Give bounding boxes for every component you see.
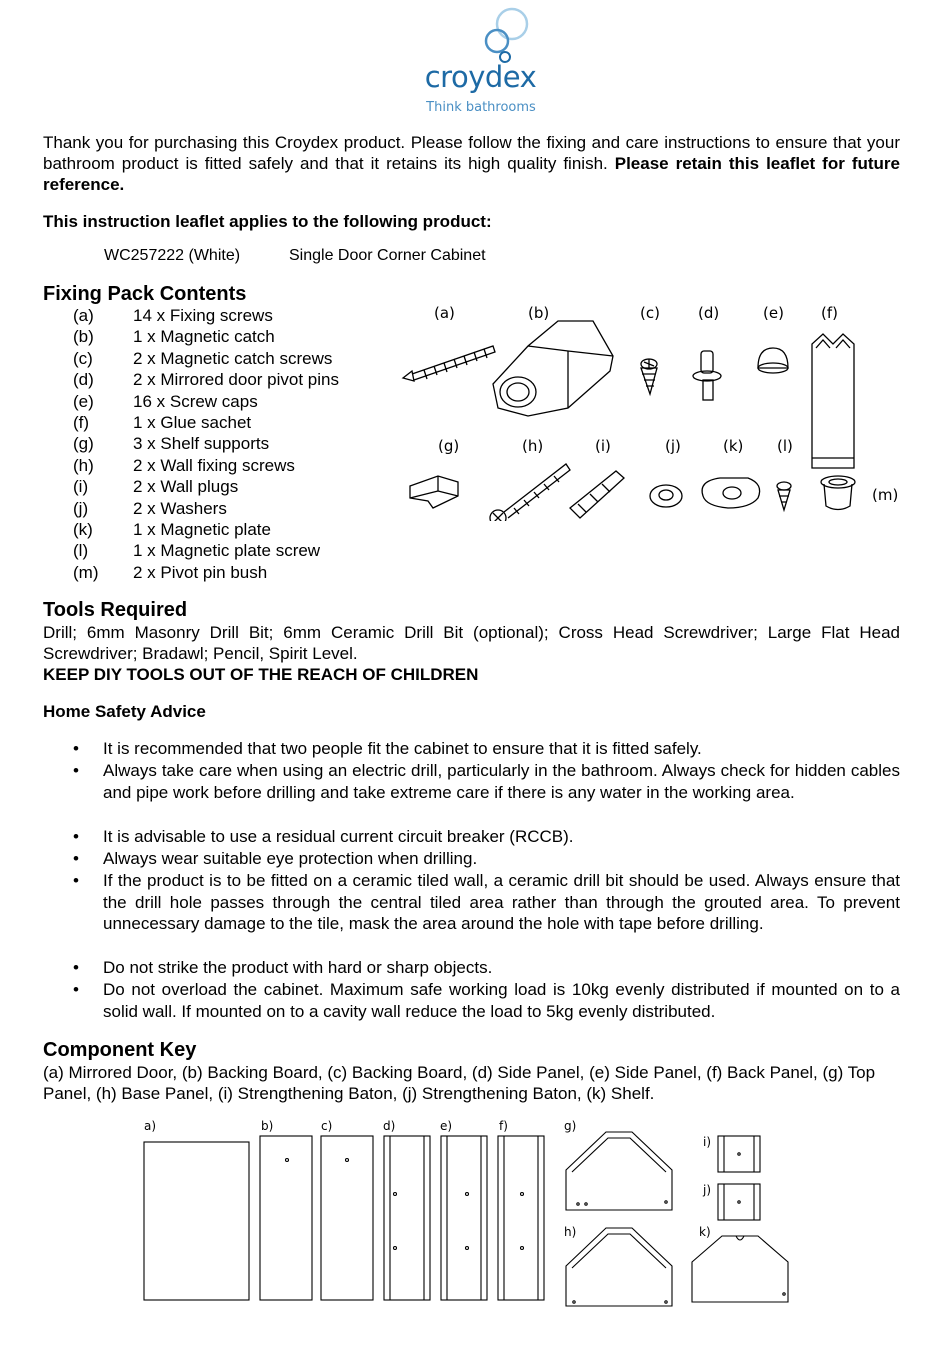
safety-item-text: Do not strike the product with hard or sharp objects.: [103, 958, 493, 977]
backing-board-c: [321, 1136, 373, 1300]
safety-item: [73, 870, 900, 935]
bullet-icon: •: [73, 958, 79, 977]
fixing-pack-diagram: [398, 296, 908, 521]
figure-label: (j): [665, 437, 681, 455]
figure-label: (c): [640, 304, 660, 322]
figure-label: (h): [522, 437, 544, 455]
fixing-pack-item: [73, 391, 339, 412]
component-label: k): [699, 1225, 711, 1239]
fixing-pack-item-key: (k): [73, 520, 93, 540]
figure-label: (i): [595, 437, 611, 455]
fixing-pack-item-label: 1 x Magnetic plate: [133, 520, 271, 540]
fixing-pack-item-label: 1 x Glue sachet: [133, 413, 252, 433]
fixing-pack-item: [73, 562, 339, 583]
fixing-pack-item: [73, 476, 339, 497]
component-label: a): [144, 1119, 157, 1133]
fixing-pack-item: [73, 412, 339, 433]
component-label: j): [703, 1183, 712, 1197]
wall-plug-icon: [570, 471, 624, 518]
magnetic-catch-icon: [493, 321, 613, 416]
safety-item: [73, 957, 900, 979]
safety-item-text: Always wear suitable eye protection when drilling.: [103, 849, 478, 868]
fixing-pack-heading: Fixing Pack Contents: [43, 283, 247, 305]
base-panel-h: [566, 1228, 672, 1306]
fixing-pack-item-key: (d): [73, 370, 94, 390]
shelf-k: [692, 1236, 788, 1302]
safety-item-text: Do not overload the cabinet. Maximum safe working load is 10kg evenly distributed if mounted on to a solid wall. If mounted on to a cavity wall reduce the load to 5kg evenly distributed.: [103, 980, 900, 1021]
component-label: f): [499, 1119, 508, 1133]
intro-text: Thank you for purchasing this Croydex product. Please follow the fixing and care instructions to ensure that your bathroom product is fitted safely and that it retains its high quality finish.: [43, 133, 900, 173]
safety-item: [73, 738, 900, 760]
fixing-pack-item-key: (a): [73, 306, 94, 325]
product-code: WC257222 (White): [104, 247, 241, 264]
safety-item-text: It is advisable to use a residual current circuit breaker (RCCB).: [103, 827, 574, 846]
tools-text: Drill; 6mm Masonry Drill Bit; 6mm Ceramic Drill Bit (optional); Cross Head Screwdriver; Large Flat Head Screwdriver; Bradawl; Pencil, Spirit Level.: [43, 623, 900, 663]
back-panel-f: [498, 1136, 544, 1300]
fixing-pack-item-key: (g): [73, 434, 94, 454]
pivot-pin-bush-icon: [821, 476, 855, 510]
bullet-icon: •: [73, 849, 79, 868]
fixing-pack-item-label: 16 x Screw caps: [133, 391, 258, 411]
fixing-pack-item-key: (l): [73, 541, 89, 561]
fixing-pack-item: [73, 519, 339, 540]
fixing-pack-item-label: 3 x Shelf supports: [133, 434, 270, 454]
safety-heading: Home Safety Advice: [43, 702, 206, 721]
brand-name: croydex: [424, 60, 537, 94]
fixing-pack-item-key: (i): [73, 477, 89, 497]
fixing-pack-item: [73, 369, 339, 390]
figure-label: (f): [821, 304, 838, 322]
figure-label: (d): [698, 304, 720, 322]
fixing-pack-item-label: 2 x Pivot pin bush: [133, 562, 268, 582]
top-panel-g: [566, 1132, 672, 1210]
fixing-pack-item: [73, 455, 339, 476]
fixing-pack-list: [73, 305, 339, 583]
bullet-icon: •: [73, 871, 79, 890]
product-name: Single Door Corner Cabinet: [289, 247, 486, 264]
pivot-pin-icon: [693, 351, 721, 400]
catch-screw-icon: [641, 359, 657, 394]
safety-item: [73, 979, 900, 1022]
safety-item: [73, 760, 900, 803]
figure-label: (e): [763, 304, 784, 322]
safety-item: [73, 826, 900, 848]
figure-label: (l): [777, 437, 793, 455]
component-label: b): [261, 1119, 274, 1133]
bubbles-icon: [400, 4, 560, 64]
bullet-icon: •: [73, 827, 79, 846]
fixing-pack-item-label: 1 x Magnetic plate screw: [133, 541, 321, 561]
fixing-pack-item: [73, 305, 339, 326]
component-diagram: [140, 1112, 800, 1312]
intro-retain-note: Please retain this leaflet for future reference.: [43, 154, 900, 194]
component-label: c): [321, 1119, 333, 1133]
fixing-pack-item-label: 1 x Magnetic catch: [133, 327, 275, 347]
magnetic-plate-icon: [702, 478, 760, 508]
fixing-pack-item: [73, 433, 339, 454]
strengthening-baton-j: [718, 1184, 760, 1220]
tools-warning: KEEP DIY TOOLS OUT OF THE REACH OF CHILDREN: [43, 665, 479, 684]
strengthening-baton-i: [718, 1136, 760, 1172]
component-label: g): [564, 1119, 577, 1133]
fixing-pack-item: [73, 348, 339, 369]
wall-fixing-screw-icon: [490, 464, 570, 521]
fixing-pack-item-label: 14 x Fixing screws: [133, 306, 273, 325]
intro-paragraph: [43, 132, 900, 195]
bullet-icon: •: [73, 761, 79, 780]
figure-label: (a): [434, 304, 455, 322]
fixing-pack-item-label: 2 x Washers: [133, 498, 227, 518]
fixing-pack-item-label: 2 x Magnetic catch screws: [133, 348, 333, 368]
component-key-heading: Component Key: [43, 1039, 197, 1061]
tools-heading: Tools Required: [43, 599, 188, 621]
screw-cap-icon: [758, 348, 788, 373]
fixing-pack-item-key: (f): [73, 413, 90, 433]
shelf-support-icon: [410, 476, 458, 508]
mirrored-door-panel: [144, 1142, 249, 1300]
component-label: i): [703, 1135, 712, 1149]
fixing-pack-item-key: (j): [73, 498, 89, 518]
side-panel-d: [384, 1136, 430, 1300]
fixing-pack-item: [73, 540, 339, 561]
fixing-pack-item-key: (c): [73, 348, 93, 368]
figure-label: (g): [438, 437, 460, 455]
fixing-pack-item-key: (h): [73, 455, 94, 475]
safety-item: [73, 848, 900, 870]
fixing-pack-item-label: 2 x Mirrored door pivot pins: [133, 370, 339, 390]
fixing-pack-item: [73, 326, 339, 347]
glue-sachet-icon: [812, 334, 854, 468]
plate-screw-icon: [777, 482, 791, 510]
brand-tagline: Think bathrooms: [426, 100, 536, 115]
fixing-pack-item-key: (m): [73, 562, 99, 582]
figure-label: (m): [872, 486, 899, 504]
fixing-pack-item: [73, 498, 339, 519]
component-key-text: (a) Mirrored Door, (b) Backing Board, (c) Backing Board, (d) Side Panel, (e) Side Panel, (f) Back Panel, (g) Top Panel, (h) Base Panel, (i) Strengthening Baton, (j) Strengthening Baton, (k) Shelf.: [43, 1063, 876, 1103]
bullet-icon: •: [73, 739, 79, 758]
component-label: e): [440, 1119, 453, 1133]
figure-label: (b): [528, 304, 550, 322]
fixing-pack-item-label: 2 x Wall fixing screws: [133, 455, 295, 475]
component-label: h): [564, 1225, 577, 1239]
fixing-pack-item-key: (e): [73, 391, 94, 411]
fixing-pack-item-key: (b): [73, 327, 94, 347]
fixing-screw-icon: [403, 346, 495, 381]
safety-item-text: If the product is to be fitted on a ceramic tiled wall, a ceramic drill bit should be used. Always ensure that the drill hole passes through the central tiled area rather than through the grouted area. To prevent unnecessary damage to the tile, mask the area around the hole with tape before drilling.: [103, 871, 900, 933]
side-panel-e: [441, 1136, 487, 1300]
safety-item-text: It is recommended that two people fit the cabinet to ensure that it is fitted safely.: [103, 739, 702, 758]
fixing-pack-item-label: 2 x Wall plugs: [133, 477, 239, 497]
safety-item-text: Always take care when using an electric drill, particularly in the bathroom. Always check for hidden cables and pipe work before drilling and take extreme care if there is any water in the working area.: [103, 761, 900, 802]
component-label: d): [383, 1119, 396, 1133]
croydex-logo: [400, 4, 560, 122]
figure-label: (k): [723, 437, 744, 455]
bullet-icon: •: [73, 980, 79, 999]
applies-heading: This instruction leaflet applies to the following product:: [43, 212, 492, 231]
washer-icon: [650, 485, 682, 507]
